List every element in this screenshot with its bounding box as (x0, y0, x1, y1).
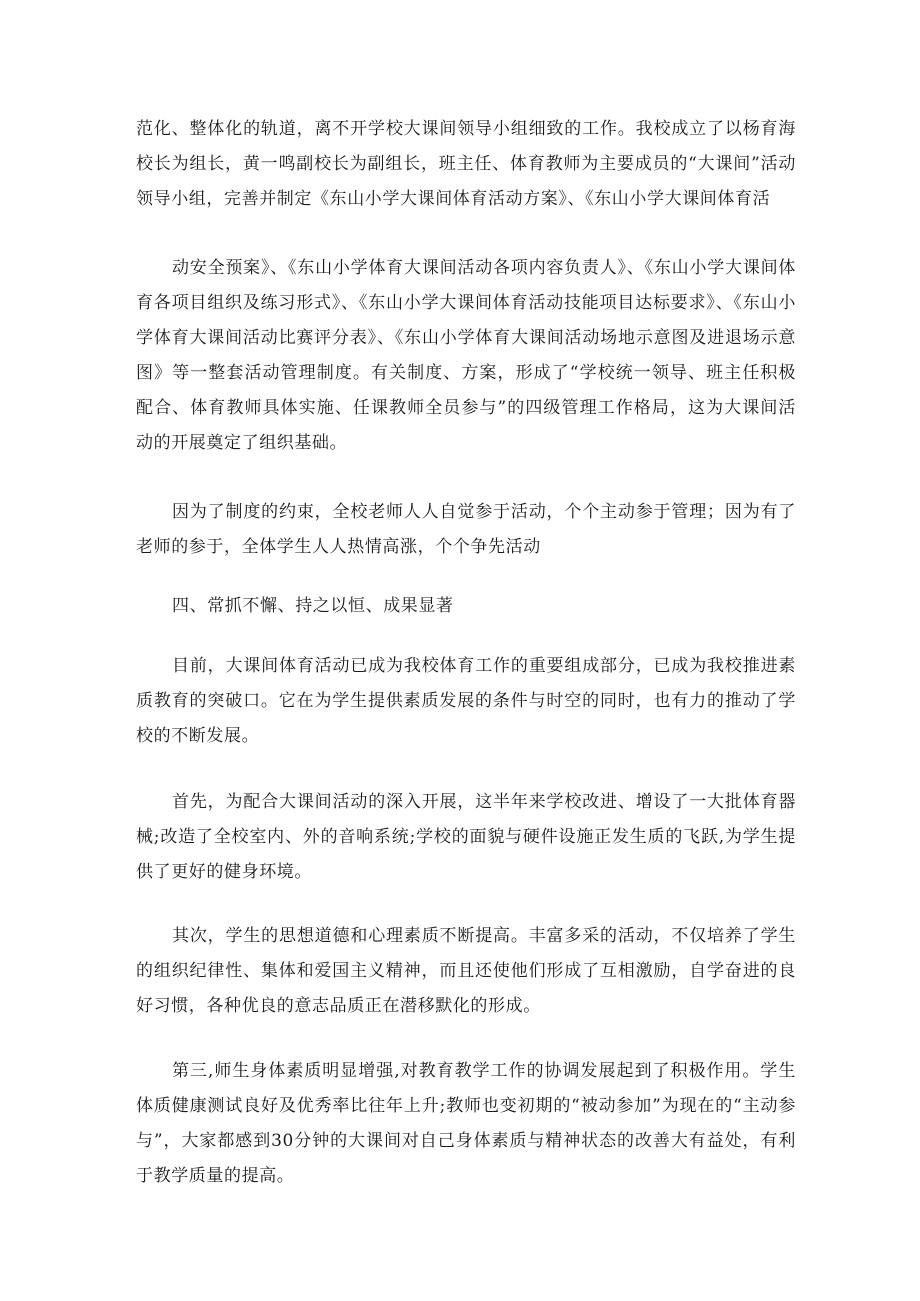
section-heading: 四、常抓不懈、持之以恒、成果显著 (172, 596, 454, 616)
paragraph-1: 范化、整体化的轨道，离不开学校大课间领导小组细致的工作。我校成立了以杨育海校长为组长，黄一鸣副校长为副组长，班主任、体育教师为主要成员的“大课间”活动领导小组，完善并制定《东山小学大课间体育活动方案》、《东山小学大课间体育活 (136, 119, 796, 209)
paragraph-7: 第三,师生身体素质明显增强,对教育教学工作的协调发展起到了积极作用。学生体质健康测试良好及优秀率比往年上升;教师也变初期的“被动参加”为现在的“主动参与”，大家都感到30分钟的大课间对自己身体素质与精神状态的改善大有益处，有利于教学质量的提高。 (136, 1061, 796, 1186)
paragraph-5: 首先，为配合大课间活动的深入开展，这半年来学校改进、增设了一大批体育器械;改造了全校室内、外的音响系统;学校的面貌与硬件设施正发生质的飞跃,为学生提供了更好的健身环境。 (136, 792, 796, 882)
paragraph-6: 其次，学生的思想道德和心理素质不断提高。丰富多采的活动，不仅培养了学生的组织纪律性、集体和爱国主义精神，而且还使他们形成了互相激励，自学奋进的良好习惯，各种优良的意志品质正在潜移默化的形成。 (136, 926, 796, 1016)
paragraph-3: 因为了制度的约束，全校老师人人自觉参于活动，个个主动参于管理；因为有了老师的参于，全体学生人人热情高涨，个个争先活动 (136, 502, 796, 557)
paragraph-2: 动安全预案》、《东山小学体育大课间活动各项内容负责人》、《东山小学大课间体育各项目组织及练习形式》、《东山小学大课间体育活动技能项目达标要求》、《东山小学体育大课间活动比赛评分表》、《东山小学体育大课间活动场地示意图及进退场示意图》等一整套活动管理制度。有关制度、方案，形成了“学校统一领导、班主任积极配合、体育教师具体实施、任课教师全员参与”的四级管理工作格局，这为大课间活动的开展奠定了组织基础。 (136, 258, 796, 453)
paragraph-4: 目前，大课间体育活动已成为我校体育工作的重要组成部分，已成为我校推进素质教育的突破口。它在为学生提供素质发展的条件与时空的同时，也有力的推动了学校的不断发展。 (136, 656, 796, 746)
